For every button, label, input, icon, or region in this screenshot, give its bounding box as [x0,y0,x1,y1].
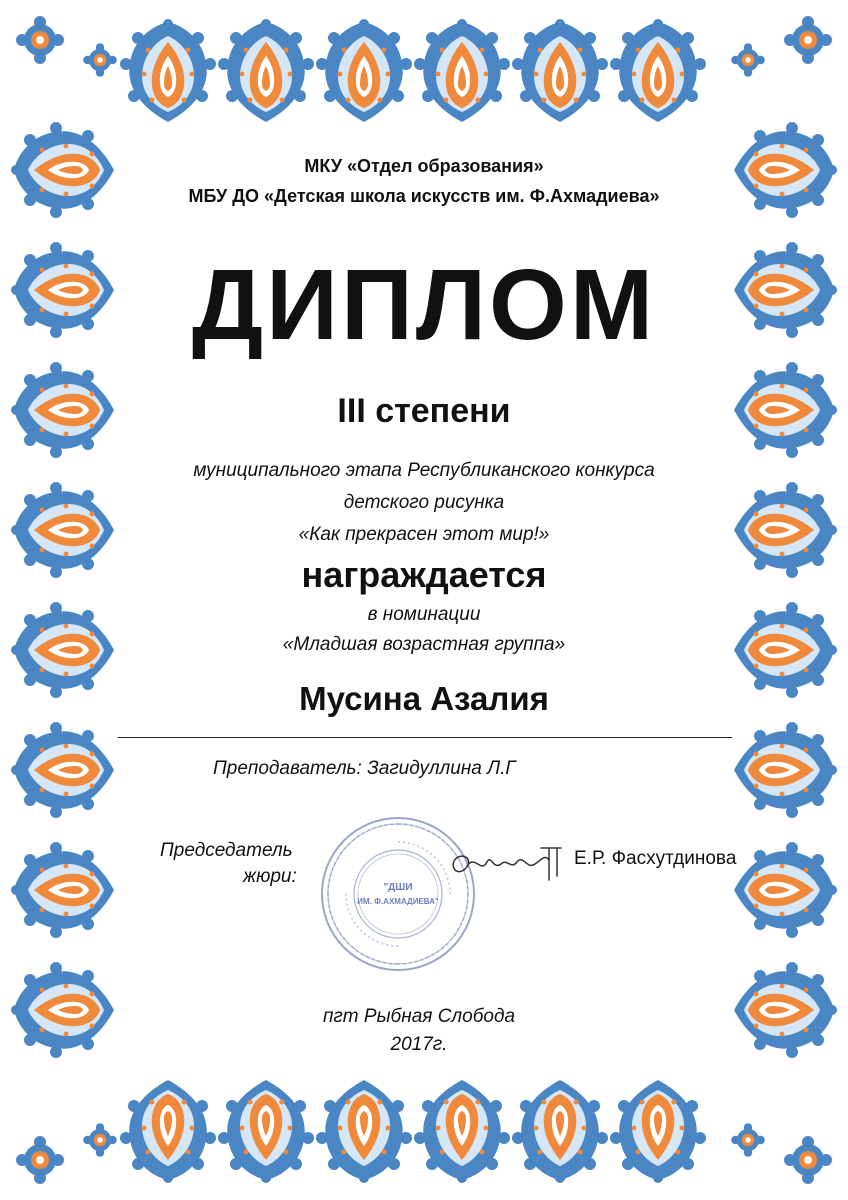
nomination-line-1: в номинации [367,604,481,625]
place-name: пгт Рыбная Слобода [322,1006,516,1027]
organization-line-1: МКУ «Отдел образования» [304,156,544,176]
organization-line-2: МБУ ДО «Детская школа искусств им. Ф.Ахмадиева» [188,186,660,206]
contest-line-3: «Как прекрасен этот мир!» [298,524,550,545]
jury-chair-name: Е.Р. Фасхутдинова [574,848,737,869]
teacher-line: Преподаватель: Загидуллина Л.Г [213,758,516,779]
contest-line-2: детского рисунка [343,492,505,513]
year: 2017г. [390,1034,448,1055]
stamp-text-1: "ДШИ [383,882,413,893]
diploma-degree: III степени [337,392,511,430]
recipient-name: Мусина Азалия [299,680,549,717]
contest-line-1: муниципального этапа Республиканского конкурса [193,460,655,481]
signature-icon [445,840,575,890]
diploma-title: ДИПЛОМ [191,249,657,361]
jury-label-line-1: Председатель [160,840,293,861]
stamp-text-2: ИМ. Ф.АХМАДИЕВА" [357,897,439,906]
jury-label-line-2: жюри: [243,866,297,887]
official-stamp-icon [318,814,478,974]
divider-line [118,737,732,738]
nomination-line-2: «Младшая возрастная группа» [282,634,566,655]
awarded-label: награждается [301,554,547,595]
